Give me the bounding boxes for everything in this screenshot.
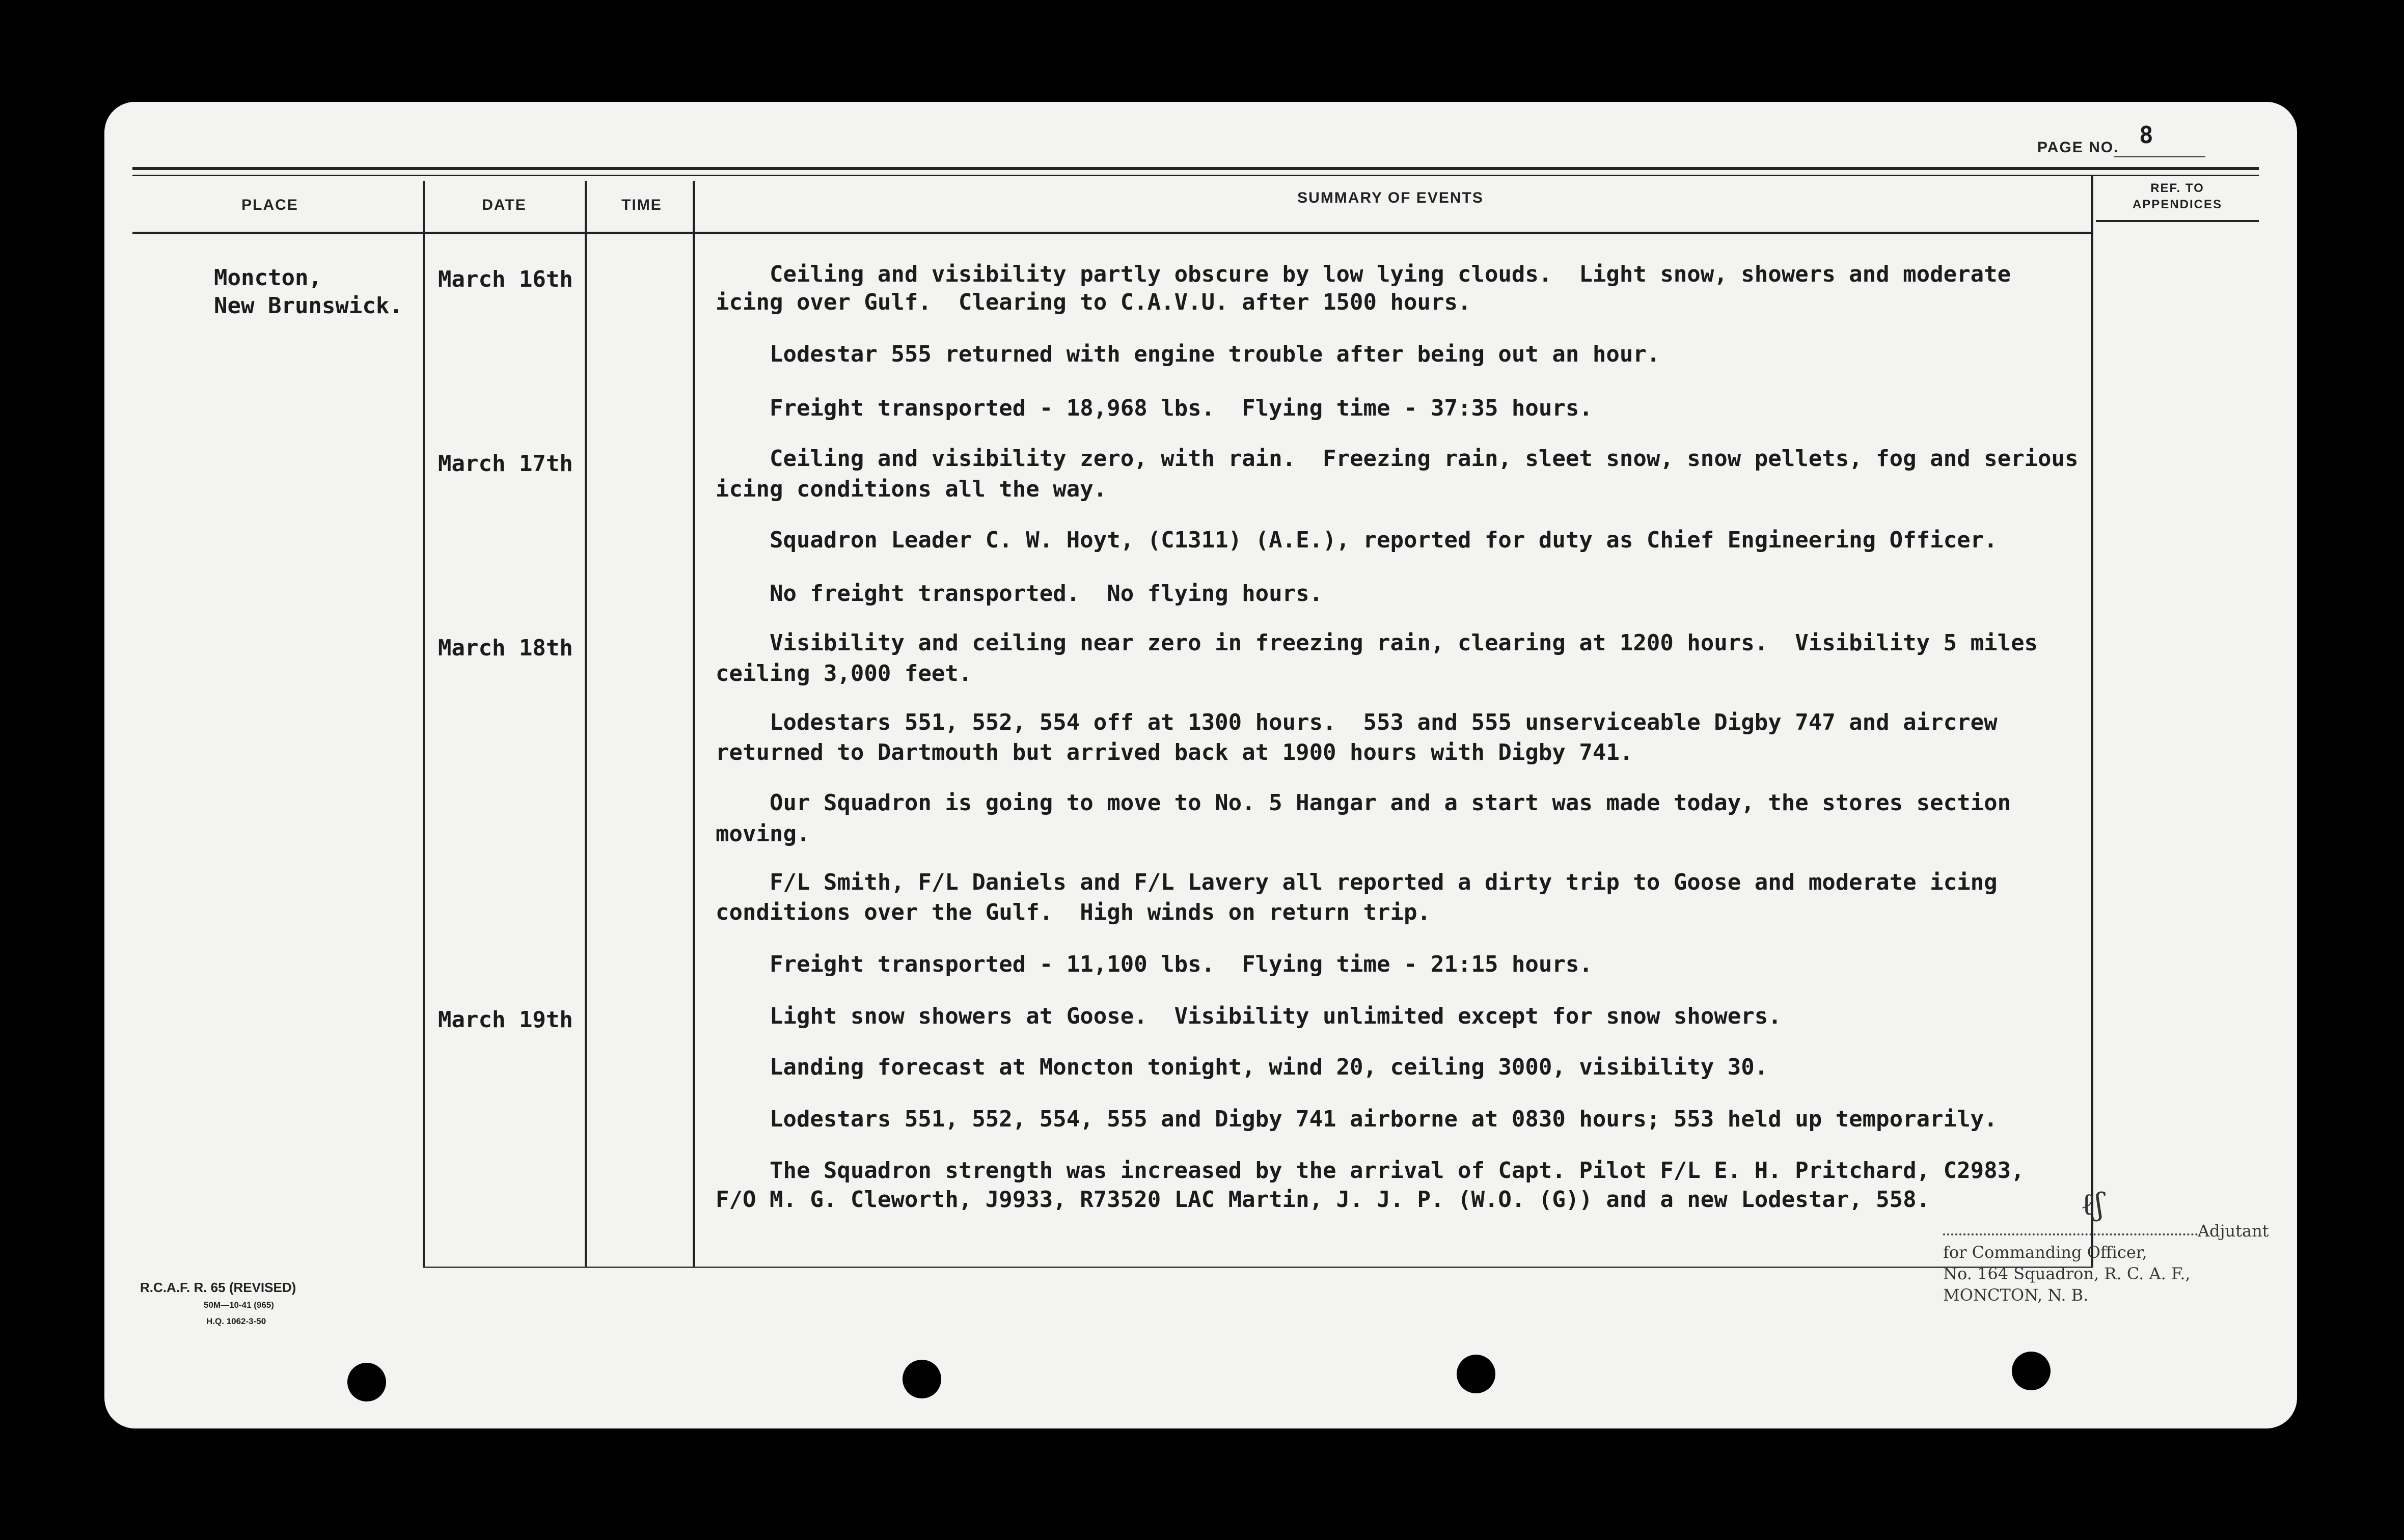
header-place: PLACE (241, 197, 298, 213)
summary-line: Ceiling and visibility partly obscure by low lying clouds. Light snow, showers and moderate (716, 261, 2011, 287)
header-bottom-rule (132, 232, 2093, 234)
signature-initials: ℓʃ (2081, 1187, 2104, 1222)
summary-line: Ceiling and visibility zero, with rain. Freezing rain, sleet snow, snow pellets, fog and serious (716, 446, 2079, 472)
header-ref-2: APPENDICES (2132, 198, 2223, 211)
form-id-line-1: R.C.A.F. R. 65 (REVISED) (140, 1280, 296, 1295)
col-divider-date (585, 181, 587, 1268)
date-march-17: March 17th (438, 451, 573, 477)
summary-line: The Squadron strength was increased by the arrival of Capt. Pilot F/L E. H. Pritchard, C2983, (716, 1158, 2025, 1184)
page-no-label: PAGE NO. (2037, 139, 2119, 156)
binder-hole-1 (347, 1363, 386, 1401)
header-date: DATE (482, 197, 527, 213)
summary-line: Squadron Leader C. W. Hoyt, (C1311) (A.E.), reported for duty as Chief Engineering Officer. (716, 527, 1998, 553)
summary-line: Freight transported - 18,968 lbs. Flying time - 37:35 hours. (716, 395, 1593, 421)
summary-line: icing conditions all the way. (716, 476, 1107, 502)
place-line-1: Moncton, (214, 265, 322, 291)
place-line-2: New Brunswick. (214, 293, 403, 319)
header-top-rule (132, 167, 2259, 170)
summary-line: Landing forecast at Moncton tonight, wind 20, ceiling 3000, visibility 30. (716, 1054, 1768, 1080)
summary-line: F/L Smith, F/L Daniels and F/L Lavery all reported a dirty trip to Goose and moderate icing (716, 869, 1998, 895)
summary-line: F/O M. G. Cleworth, J9933, R73520 LAC Martin, J. J. P. (W.O. (G)) and a new Lodestar, 558. (716, 1187, 1930, 1213)
form-id-line-3: H.Q. 1062-3-50 (206, 1316, 266, 1326)
ref-header-bottom-rule (2096, 220, 2259, 222)
page-no-value: 8 (2139, 121, 2153, 149)
signature-adjutant: Adjutant (2198, 1221, 2269, 1241)
summary-line: Our Squadron is going to move to No. 5 Hangar and a start was made today, the stores section (716, 790, 2011, 816)
summary-line: Freight transported - 11,100 lbs. Flying time - 21:15 hours. (716, 951, 1593, 977)
header-summary: SUMMARY OF EVENTS (1297, 189, 1484, 206)
col-divider-summary (2091, 176, 2093, 1268)
header-ref-1: REF. TO (2150, 181, 2204, 195)
summary-line: Lodestar 555 returned with engine trouble after being out an hour. (716, 341, 1660, 367)
signature-line-3: MONCTON, N. B. (1943, 1285, 2089, 1305)
summary-line: moving. (716, 821, 810, 847)
form-id-line-2: 50M—10-41 (965) (204, 1300, 274, 1310)
binder-hole-3 (1457, 1355, 1495, 1393)
summary-line: Lodestars 551, 552, 554 off at 1300 hours. 553 and 555 unserviceable Digby 747 and aircrew (716, 709, 1998, 735)
header-top-rule-2 (132, 175, 2259, 176)
signature-line-2: No. 164 Squadron, R. C. A. F., (1943, 1264, 2191, 1283)
summary-line: conditions over the Gulf. High winds on return trip. (716, 899, 1431, 925)
summary-line: ceiling 3,000 feet. (716, 661, 972, 686)
summary-line: returned to Dartmouth but arrived back at 1900 hours with Digby 741. (716, 739, 1633, 765)
header-time: TIME (621, 197, 662, 213)
col-divider-time (693, 181, 695, 1268)
page-no-underline (2114, 156, 2205, 157)
date-march-16: March 16th (438, 266, 573, 292)
date-march-18: March 18th (438, 635, 573, 661)
table-bottom-rule (423, 1267, 2093, 1268)
signature-line-1: for Commanding Officer, (1943, 1243, 2147, 1262)
summary-line: icing over Gulf. Clearing to C.A.V.U. after 1500 hours. (716, 289, 1471, 315)
summary-line: Visibility and ceiling near zero in freezing rain, clearing at 1200 hours. Visibility 5 miles (716, 630, 2038, 656)
summary-line: No freight transported. No flying hours. (716, 581, 1323, 607)
binder-hole-2 (903, 1360, 941, 1398)
date-march-19: March 19th (438, 1007, 573, 1033)
summary-line: Lodestars 551, 552, 554, 555 and Digby 741 airborne at 0830 hours; 553 held up temporarily. (716, 1106, 1998, 1132)
signature-dotted-line (1943, 1233, 2198, 1235)
col-divider-place (423, 181, 425, 1268)
binder-hole-4 (2012, 1352, 2051, 1390)
summary-line: Light snow showers at Goose. Visibility unlimited except for snow showers. (716, 1003, 1782, 1029)
